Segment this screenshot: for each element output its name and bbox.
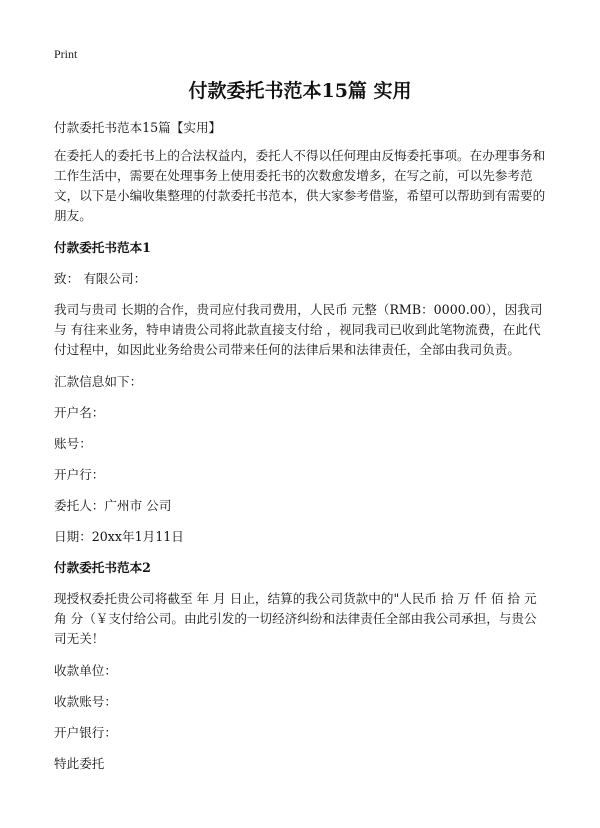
account-name-line: 开户名： <box>54 405 105 420</box>
date-line: 日期：20xx年1月11日 <box>54 529 184 544</box>
page-title: 付款委托书范本15篇 实用 <box>188 80 412 102</box>
document-body <box>54 118 548 785</box>
intro-paragraph: 在委托人的委托书上的合法权益内，委托人不得以任何理由反悔委托事项。在办理事务和工作生活中，需要在处理事务上使用委托书的次数愈发增多，在写之前，可以先参考范文，以下是小编收集整理的付款委托书范本，供大家参考借鉴，希望可以帮助到有需要的朋友。 <box>54 148 546 223</box>
account-number-line: 账号： <box>54 436 92 451</box>
section-2-body: 现授权委托贵公司将截至 年 月 日止，结算的我公司货款中的"人民币 拾 万 仟 佰 拾 元 角 分（￥支付给公司。由此引发的一切经济纠纷和法律责任全部由我公司承担，与贵公司无关！ <box>54 591 537 646</box>
closing-line: 特此委托 <box>54 756 105 771</box>
print-label: Print <box>54 47 78 61</box>
bank-line: 开户行： <box>54 467 105 482</box>
section-1-body: 我司与贵司 长期的合作，贵司应付我司费用，人民币 元整（RMB：0000.00），因我司与 有往来业务，特申请贵公司将此款直接支付给 ，视同我司已收到此笔物流费，在此代付过程中，如因此业务给贵公司带来任何的法律后果和法律责任，全部由我司负责。 <box>54 302 543 357</box>
section-1-heading: 付款委托书范本1 <box>54 240 151 255</box>
section-2-heading: 付款委托书范本2 <box>54 560 151 575</box>
payee-account-line: 收款账号： <box>54 694 117 709</box>
remit-info-label: 汇款信息如下： <box>54 374 143 389</box>
document-subtitle: 付款委托书范本15篇【实用】 <box>54 120 222 135</box>
payee-bank-line: 开户银行： <box>54 725 117 740</box>
recipient-line: 致： 有限公司： <box>54 271 147 286</box>
principal-line: 委托人：广州市 公司 <box>54 498 172 513</box>
payee-unit-line: 收款单位： <box>54 663 117 678</box>
